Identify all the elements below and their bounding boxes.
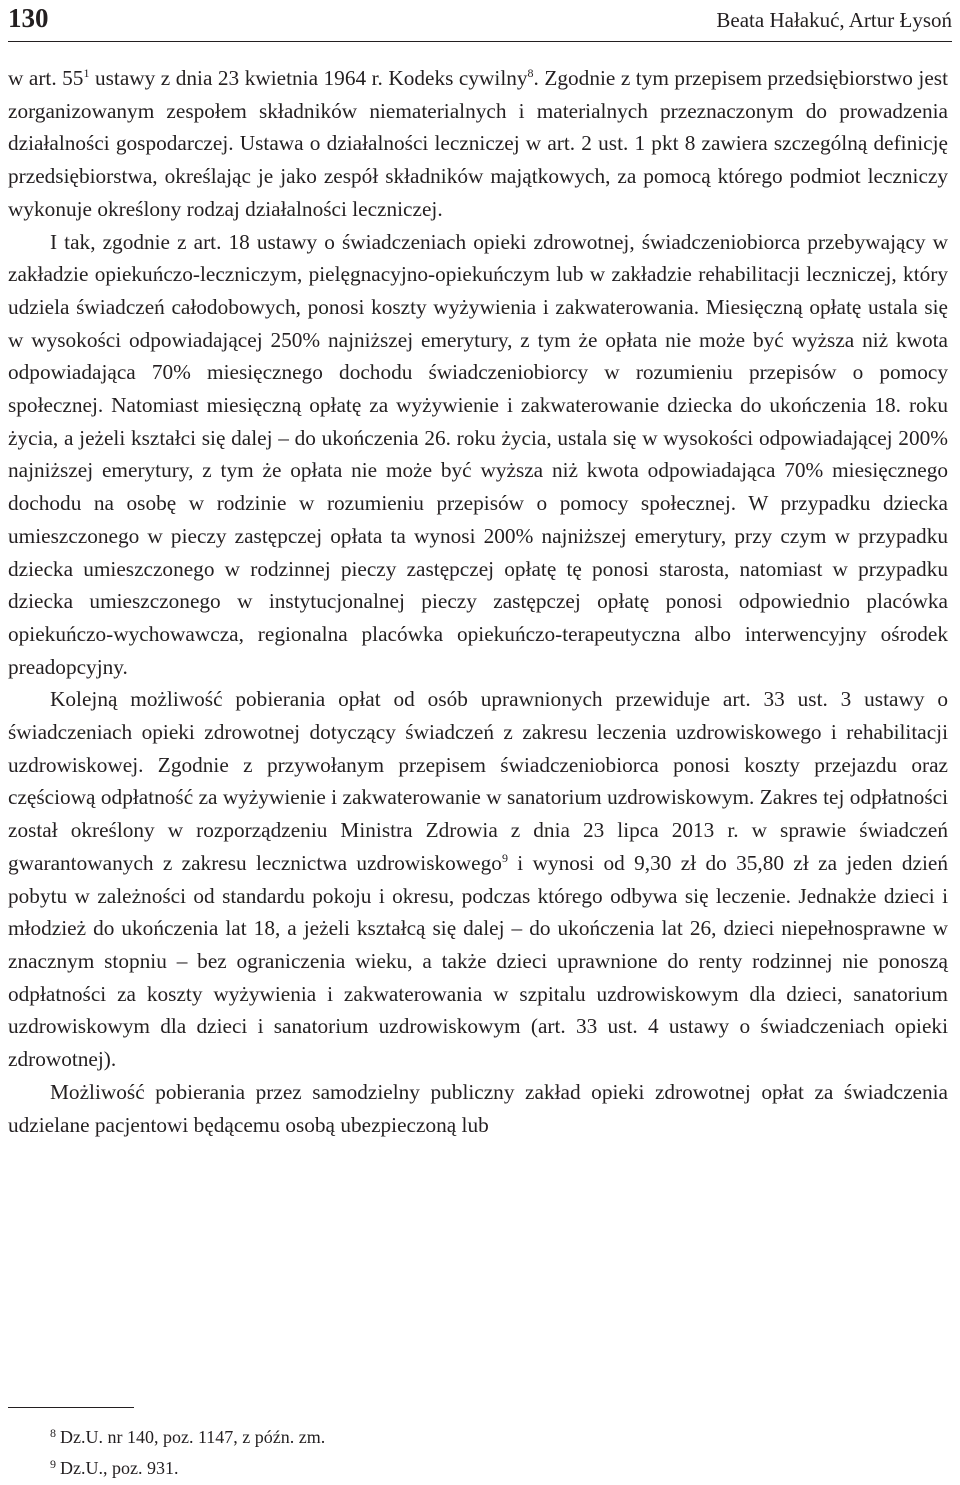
paragraph-text: . Zgodnie z tym przepisem przedsiębiorstwo jest zorganizowanym zespołem składników niematerialnych i materialnych przeznaczonym do prowadzenia działalności gospodarczej. Ustawa o działalności leczniczej w art. 2 ust. 1 pkt 8 zawiera szczególną definicję przedsiębiorstwa, określając je jako zespół składników majątkowych, za pomocą którego podmiot leczniczy wykonuje określony rodzaj działalności leczniczej. [8,66,948,221]
paragraph-text: I tak, zgodnie z art. 18 ustawy o świadczeniach opieki zdrowotnej, świadczeniobiorca przebywający w zakładzie opiekuńczo-leczniczym, pielęgnacyjno-opiekuńczym lub w zakładzie rehabilitacji leczniczej, który udziela świadczeń całodobowych, ponosi koszty wyżywienia i zakwaterowania. Miesięczną opłatę ustala się w wysokości odpowiadającej 250% najniższej emerytury, z tym że opłata nie może być wyższa niż kwota odpowiadająca 70% miesięcznego dochodu świadczeniobiorcy w rozumieniu przepisów o pomocy społecznej. Natomiast miesięczną opłatę za wyżywienie i zakwaterowanie dziecka do ukończenia 18. roku życia, a jeżeli kształci się dalej – do ukończenia 26. roku życia, ustala się w wysokości odpowiadającej 200% najniższej emerytury, z tym że opłata nie może być wyższa niż kwota odpowiadająca 70% miesięcznego dochodu na osobę w rodzinie w rozumieniu przepisów o pomocy społecznej. W przypadku dziecka umieszczonego w pieczy zastępczej opłata ta wynosi 200% najniższej emerytury, przy czym w przypadku dziecka umieszczonego w rodzinnej pieczy zastępczej opłatę tę ponosi starosta, natomiast w przypadku dziecka umieszczonego w instytucjonalnej pieczy zastępczej opłatę ponosi odpowiednio placówka opiekuńczo-wychowawcza, regionalna placówka opiekuńczo-terapeutyczna albo interwencyjny ośrodek preadopcyjny. [8,229,948,679]
footnote-reference: 1 [83,65,90,80]
footnotes [8,1423,948,1485]
header-authors: Beata Hałakuć, Artur Łysoń [716,8,952,32]
paragraph-1 [8,62,948,226]
footnote-text: Dz.U. nr 140, poz. 1147, z późn. zm. [60,1427,326,1447]
running-header [8,0,952,36]
footnote-text: Dz.U., poz. 931. [60,1458,179,1478]
paragraph-text: w art. 55 [8,66,84,90]
footnote-rule [8,1407,134,1408]
footnote-number: 9 [50,1457,56,1471]
paragraph-2 [8,226,948,684]
paragraph-text: i wynosi od 9,30 zł do 35,80 zł za jeden dzień pobytu w zależności od standardu pokoju i okresu, podczas którego odbywa się leczenie. Jednakże dzieci i młodzież do ukończenia lat 18, a jeżeli kształcą się dalej – do ukończenia lat 26, dzieci niepełnosprawne w znacznym stopniu – bez ograniczenia wieku, a także dzieci uprawnione do renty rodzinnej nie ponoszą odpłatności za koszty wyżywienia i zakwaterowania w szpitalu uzdrowiskowym dla dzieci, sanatorium uzdrowiskowym dla dzieci i sanatorium uzdrowiskowym (art. 33 ust. 4 ustawy o świadczeniach opieki zdrowotnej). [8,850,948,1072]
paragraph-4 [8,1076,948,1141]
body-text [8,62,948,1141]
header-rule [8,41,952,42]
footnote-reference: 9 [501,850,508,865]
paragraph-text: Możliwość pobierania przez samodzielny publiczny zakład opieki zdrowotnej opłat za świadczenia udzielane pacjentowi będącemu osobą ubezpieczoną lub [8,1079,948,1137]
paragraph-text: ustawy z dnia 23 kwietnia 1964 r. Kodeks cywilny [89,66,528,90]
paragraph-3 [8,683,948,1075]
footnote-reference: 8 [527,65,534,80]
page-number: 130 [8,3,49,33]
footnote-8 [8,1423,948,1454]
footnote-number: 8 [50,1426,56,1440]
footnote-9 [8,1454,948,1485]
paragraph-text: Kolejną możliwość pobierania opłat od osób uprawnionych przewiduje art. 33 ust. 3 ustawy o świadczeniach opieki zdrowotnej dotyczący świadczeń z zakresu leczenia uzdrowiskowego i rehabilitacji uzdrowiskowej. Zgodnie z przywołanym przepisem świadczeniobiorca ponosi koszty przejazdu oraz częściową odpłatność za wyżywienie i zakwaterowanie w sanatorium uzdrowiskowym. Zakres tej odpłatności został określony w rozporządzeniu Ministra Zdrowia z dnia 23 lipca 2013 r. w sprawie świadczeń gwarantowanych z zakresu lecznictwa uzdrowiskowego [8,687,948,875]
